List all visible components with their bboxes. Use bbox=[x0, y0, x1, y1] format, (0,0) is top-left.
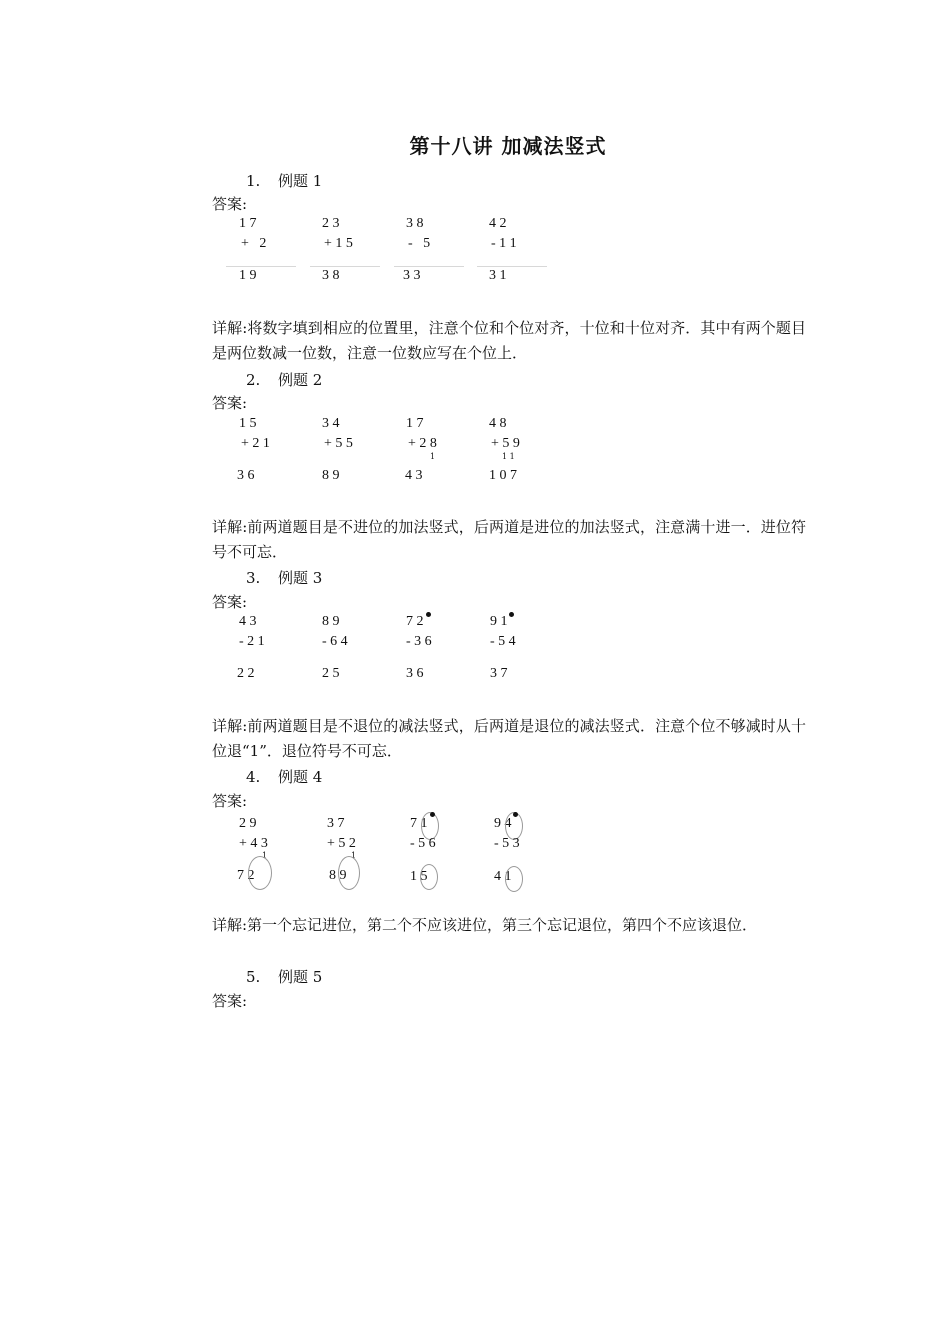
problem-operand: + 4 3 bbox=[239, 836, 268, 851]
problem-top: 2 3 bbox=[322, 216, 340, 231]
question-1-heading bbox=[246, 170, 322, 191]
problem-result: 1 9 bbox=[239, 268, 257, 283]
question-3-heading bbox=[246, 567, 322, 588]
problem-top: 7 1 bbox=[410, 816, 428, 831]
answer-label: 答案: bbox=[212, 992, 248, 1010]
result-line bbox=[394, 266, 464, 267]
problem-top: 3 8 bbox=[406, 216, 424, 231]
question-5-heading bbox=[246, 966, 322, 987]
problem-operand: + 5 5 bbox=[324, 436, 353, 451]
problem-operand: - 6 4 bbox=[322, 634, 348, 649]
problem-operand: - 3 6 bbox=[406, 634, 432, 649]
problem-result: 3 7 bbox=[490, 666, 508, 681]
question-number: 4. bbox=[246, 768, 261, 786]
problem-top: 4 2 bbox=[489, 216, 507, 231]
problem-result: 4 1 bbox=[494, 869, 512, 884]
carry-mark: 1 1 bbox=[502, 452, 515, 461]
problem-top: 1 5 bbox=[239, 416, 257, 431]
problem-top: 1 7 bbox=[239, 216, 257, 231]
problem-result: 3 6 bbox=[237, 468, 255, 483]
error-circle bbox=[338, 856, 360, 890]
problem-top: 8 9 bbox=[322, 614, 340, 629]
question-label: 例题 4 bbox=[278, 768, 323, 786]
question-4-heading bbox=[246, 766, 322, 787]
error-circle bbox=[420, 864, 438, 890]
problem-top: 3 7 bbox=[327, 816, 345, 831]
problem-operand: + 2 bbox=[241, 236, 267, 251]
problem-result: 7 2 bbox=[237, 868, 255, 883]
problem-top: 9 4 bbox=[494, 816, 512, 831]
explanation-text: 详解:前两道题目是不进位的加法竖式，后两道是进位的加法竖式，注意满十进一．进位符号不可忘． bbox=[212, 518, 806, 561]
explanation-text: 详解:前两道题目是不退位的减法竖式，后两道是退位的减法竖式．注意个位不够减时从十位退“1”．退位符号不可忘． bbox=[212, 717, 806, 760]
explanation-text: 详解:将数字填到相应的位置里，注意个位和个位对齐，十位和十位对齐．其中有两个题目是两位数减一位数，注意一位数应写在个位上． bbox=[212, 319, 806, 362]
problem-result: 3 8 bbox=[322, 268, 340, 283]
question-label: 例题 3 bbox=[278, 569, 323, 587]
question-label: 例题 2 bbox=[278, 371, 323, 389]
error-circle bbox=[505, 866, 523, 892]
page-title: 第十八讲 加减法竖式 bbox=[409, 134, 607, 158]
problem-result: 2 5 bbox=[322, 666, 340, 681]
answer-label: 答案: bbox=[212, 792, 248, 810]
problem-result: 1 5 bbox=[410, 869, 428, 884]
borrow-dot bbox=[426, 612, 431, 617]
borrow-dot bbox=[509, 612, 514, 617]
problem-operand: - 5 bbox=[408, 236, 431, 251]
problem-top: 4 8 bbox=[489, 416, 507, 431]
problem-operand: + 5 2 bbox=[327, 836, 356, 851]
carry-mark: 1 bbox=[351, 851, 357, 860]
problem-top: 7 2 bbox=[406, 614, 424, 629]
carry-mark: 1 bbox=[430, 452, 436, 461]
problem-operand: + 2 8 bbox=[408, 436, 437, 451]
question-number: 2. bbox=[246, 371, 261, 389]
problem-operand: + 5 9 bbox=[491, 436, 520, 451]
problem-result: 3 3 bbox=[403, 268, 421, 283]
question-number: 3. bbox=[246, 569, 261, 587]
carry-mark: 1 bbox=[262, 851, 268, 860]
problem-operand: - 5 4 bbox=[490, 634, 516, 649]
problem-top: 9 1 bbox=[490, 614, 508, 629]
explanation-text: 详解:第一个忘记进位，第二个不应该进位，第三个忘记退位，第四个不应该退位． bbox=[212, 916, 758, 934]
problem-result: 8 9 bbox=[322, 468, 340, 483]
answer-label: 答案: bbox=[212, 394, 248, 412]
problem-operand: - 5 3 bbox=[494, 836, 520, 851]
problem-result: 2 2 bbox=[237, 666, 255, 681]
question-2-heading bbox=[246, 369, 322, 390]
problem-operand: + 2 1 bbox=[241, 436, 270, 451]
problem-result: 8 9 bbox=[329, 868, 347, 883]
question-label: 例题 5 bbox=[278, 968, 323, 986]
result-line bbox=[477, 266, 547, 267]
problem-top: 3 4 bbox=[322, 416, 340, 431]
problem-operand: - 2 1 bbox=[239, 634, 265, 649]
question-number: 1. bbox=[246, 172, 261, 190]
question-label: 例题 1 bbox=[278, 172, 323, 190]
borrow-dot bbox=[430, 812, 435, 817]
problem-operand: - 1 1 bbox=[491, 236, 517, 251]
problem-result: 3 6 bbox=[406, 666, 424, 681]
problem-operand: + 1 5 bbox=[324, 236, 353, 251]
problem-operand: - 5 6 bbox=[410, 836, 436, 851]
question-number: 5. bbox=[246, 968, 261, 986]
result-line bbox=[226, 266, 296, 267]
problem-result: 4 3 bbox=[405, 468, 423, 483]
borrow-dot bbox=[513, 812, 518, 817]
problem-top: 4 3 bbox=[239, 614, 257, 629]
problem-top: 2 9 bbox=[239, 816, 257, 831]
answer-label: 答案: bbox=[212, 195, 248, 213]
problem-top: 1 7 bbox=[406, 416, 424, 431]
answer-label: 答案: bbox=[212, 593, 248, 611]
problem-result: 3 1 bbox=[489, 268, 507, 283]
result-line bbox=[310, 266, 380, 267]
error-circle bbox=[248, 856, 272, 890]
problem-result: 1 0 7 bbox=[489, 468, 517, 483]
